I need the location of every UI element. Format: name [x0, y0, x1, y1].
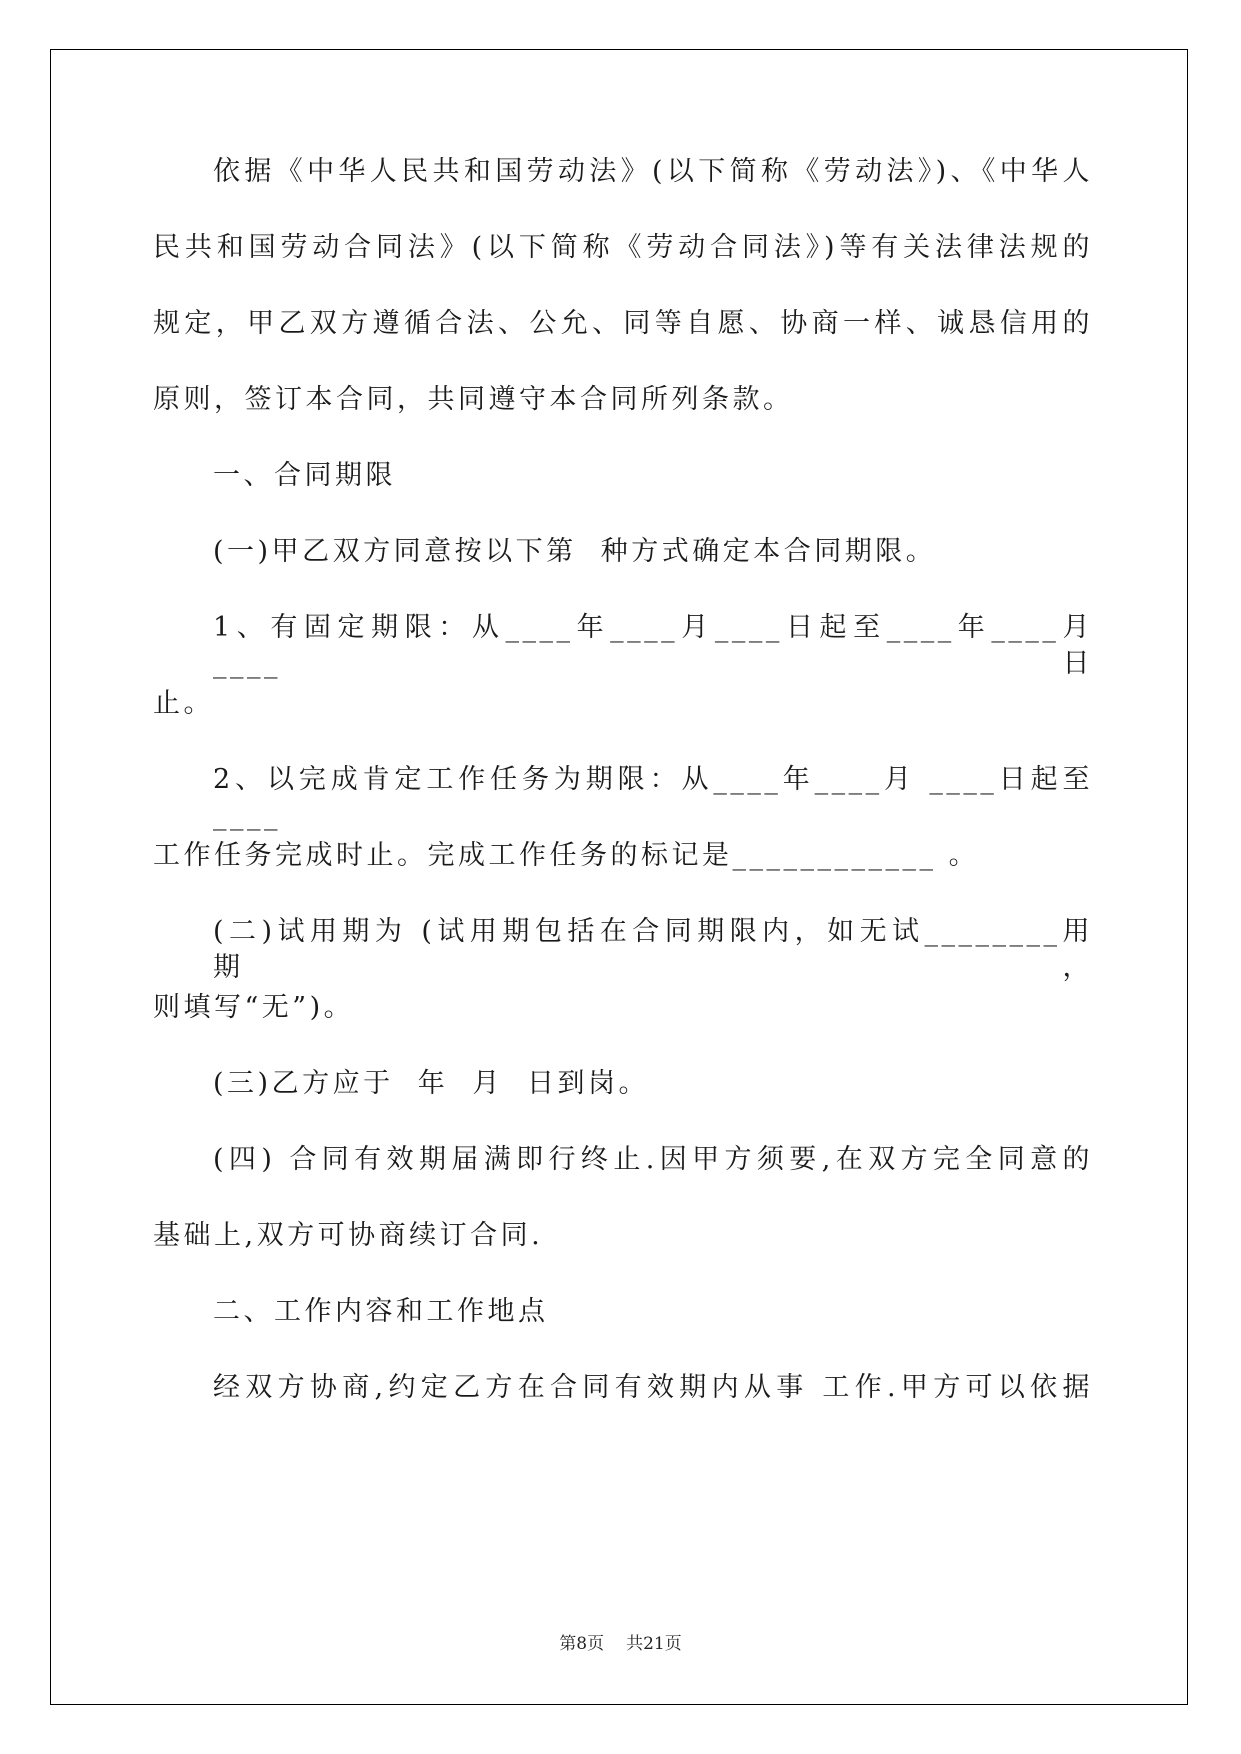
paragraph-line: 依据《中华人民共和国劳动法》(以下简称《劳动法》)、《中华人: [213, 156, 1093, 187]
paragraph-line: (二)试用期为 (试用期包括在合同期限内，如无试________用期，: [213, 916, 1093, 983]
paragraph-line: 止。: [153, 688, 214, 719]
paragraph-line: 原则，签订本合同，共同遵守本合同所列条款。: [153, 384, 794, 415]
page-border: [50, 49, 1188, 1705]
paragraph-line: (四) 合同有效期届满即行终止.因甲方须要,在双方完全同意的: [213, 1144, 1093, 1175]
paragraph-line: 经双方协商,约定乙方在合同有效期内从事 工作.甲方可以依据: [213, 1372, 1093, 1403]
section-heading: 二、工作内容和工作地点: [213, 1296, 549, 1327]
section-heading: 一、合同期限: [213, 460, 396, 491]
paragraph-line: 则填写“无”)。: [153, 992, 355, 1023]
page-footer: [0, 1633, 1241, 1655]
paragraph-line: (三)乙方应于 年 月 日到岗。: [213, 1068, 650, 1099]
paragraph-line: 基础上,双方可协商续订合同.: [153, 1220, 544, 1251]
paragraph-line: (一)甲乙双方同意按以下第 种方式确定本合同期限。: [213, 536, 937, 567]
paragraph-line: 1、有固定期限：从____年____月____日起至____年____月____日: [213, 612, 1093, 679]
paragraph-line: 民共和国劳动合同法》(以下简称《劳动合同法》)等有关法律法规的: [153, 232, 1093, 263]
page-number: 第8页: [559, 1634, 605, 1654]
paragraph-line: 2、以完成肯定工作任务为期限：从____年____月 ____日起至____: [213, 764, 1093, 831]
page-total: 共21页: [626, 1634, 682, 1654]
paragraph-line: 规定，甲乙双方遵循合法、公允、同等自愿、协商一样、诚恳信用的: [153, 308, 1093, 339]
paragraph-line: 工作任务完成时止。完成工作任务的标记是____________ 。: [153, 840, 980, 871]
